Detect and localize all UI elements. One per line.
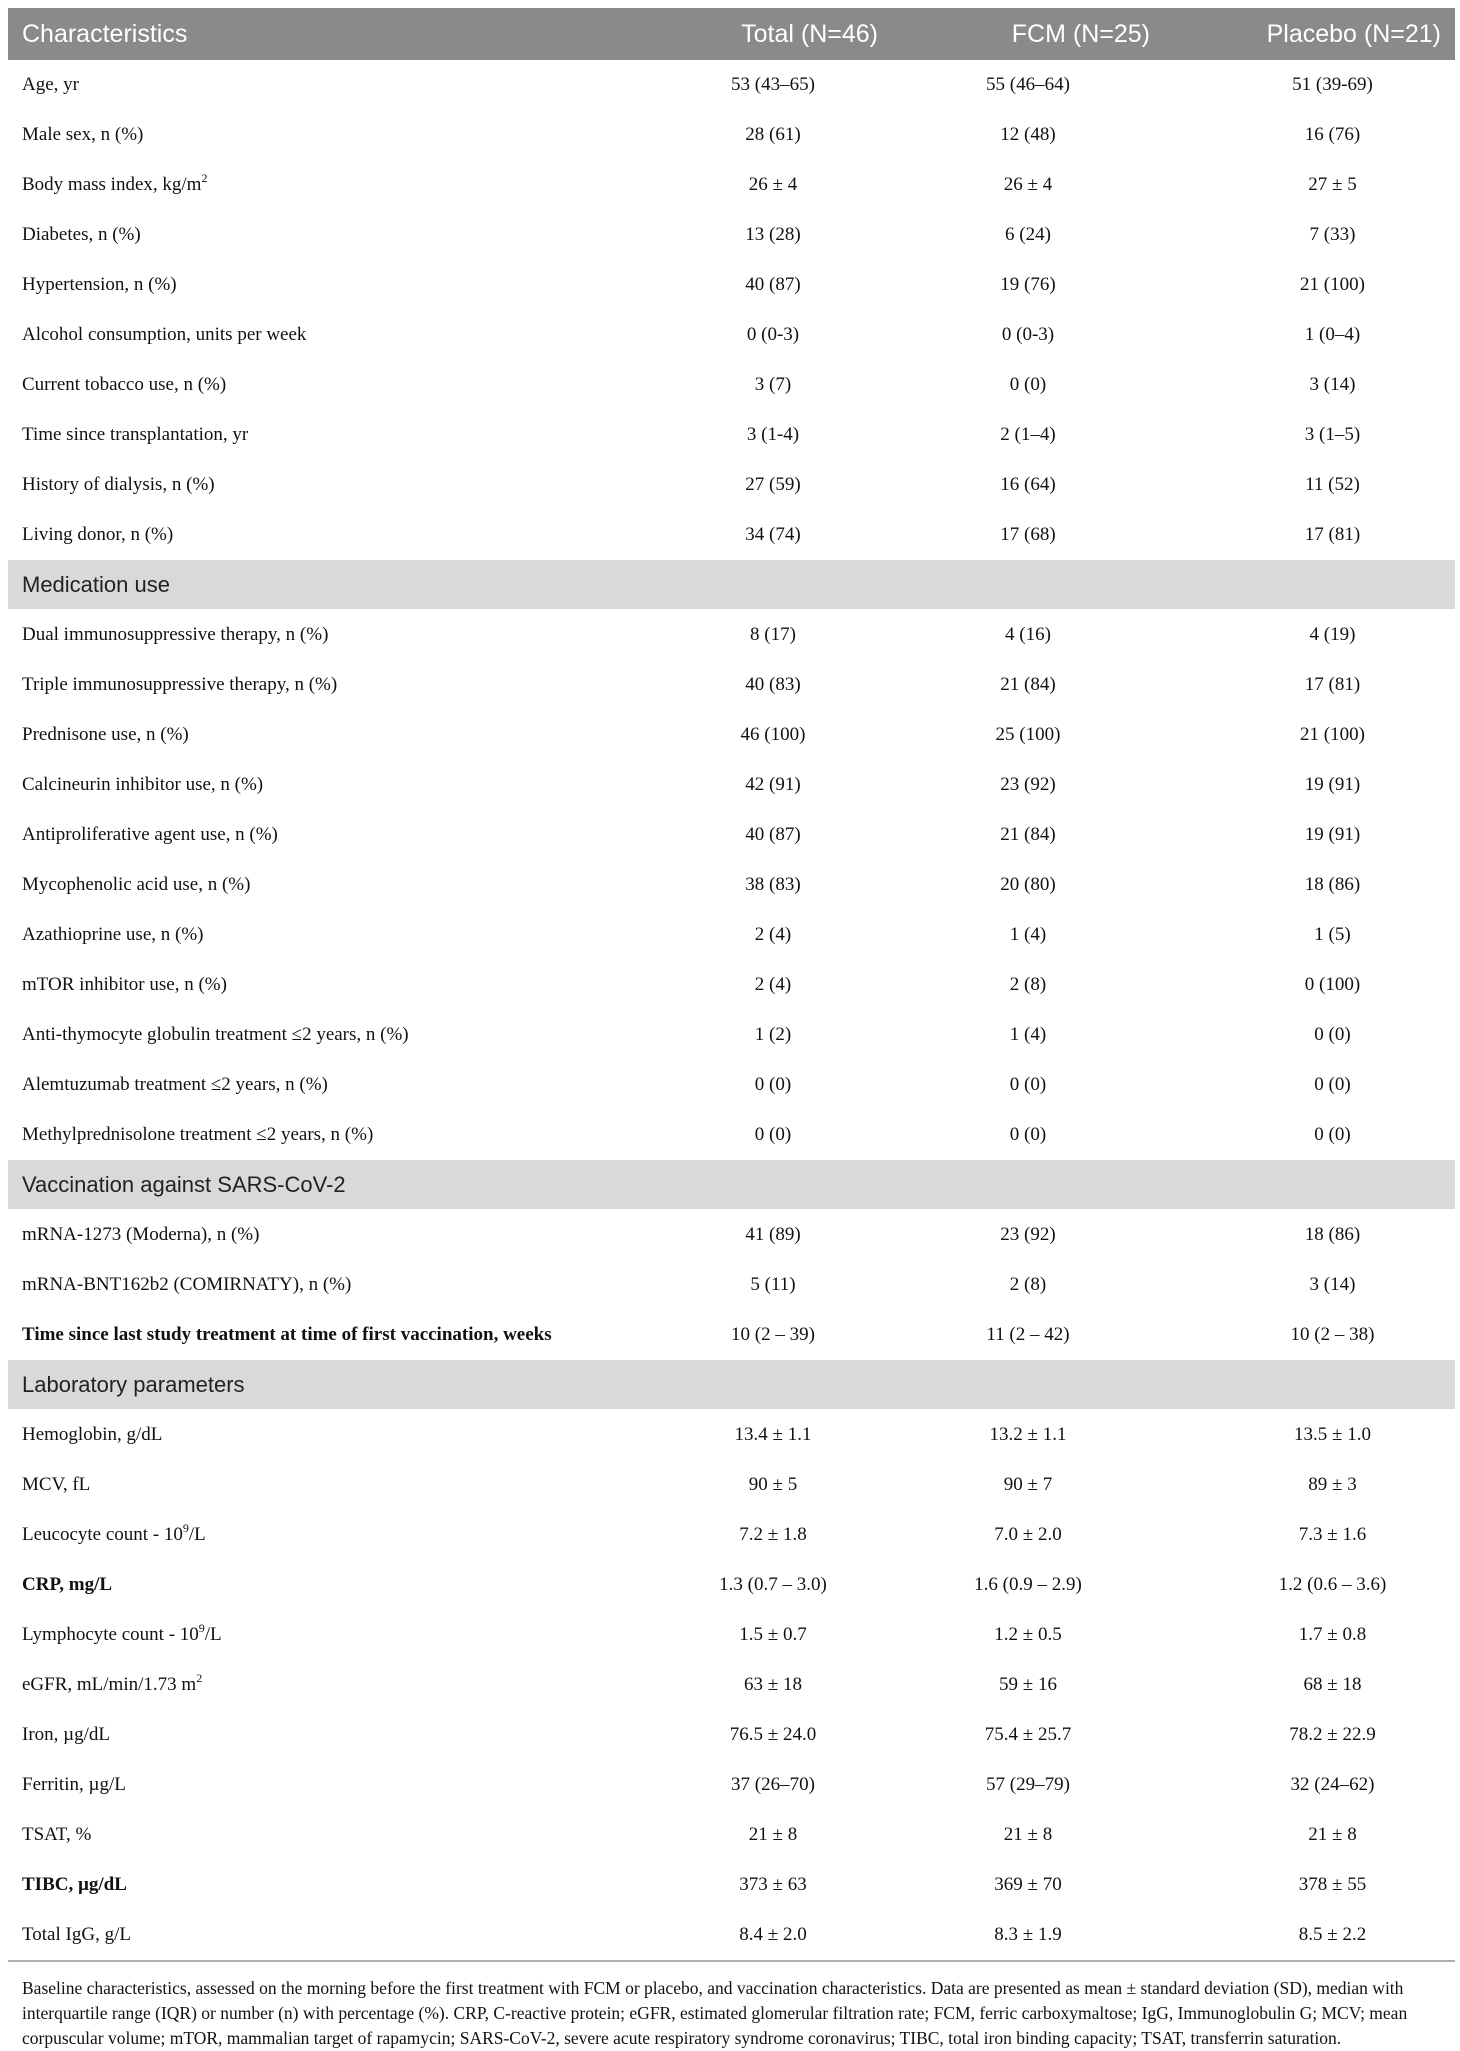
- row-label-superscript: 9: [198, 1620, 205, 1635]
- row-label: [8, 260, 648, 310]
- row-label: [8, 1060, 648, 1110]
- cell-total: 63 ± 18: [648, 1660, 892, 1710]
- row-label: [8, 310, 648, 360]
- table-row: [8, 1460, 1455, 1510]
- cell-total: 42 (91): [648, 760, 892, 810]
- row-label: [8, 460, 648, 510]
- cell-total: 26 ± 4: [648, 160, 892, 210]
- row-label: [8, 1760, 648, 1810]
- row-label: [8, 1610, 648, 1660]
- cell-placebo: 7 (33): [1164, 210, 1455, 260]
- baseline-characteristics-table: [8, 8, 1455, 1960]
- cell-placebo: 19 (91): [1164, 810, 1455, 860]
- cell-placebo: 21 ± 8: [1164, 1810, 1455, 1860]
- cell-placebo: 7.3 ± 1.6: [1164, 1510, 1455, 1560]
- cell-placebo: 4 (19): [1164, 610, 1455, 660]
- table-row: [8, 760, 1455, 810]
- cell-fcm: 2 (1–4): [892, 410, 1164, 460]
- row-label: [8, 160, 648, 210]
- cell-total: 8.4 ± 2.0: [648, 1910, 892, 1960]
- cell-fcm: 1 (4): [892, 1010, 1164, 1060]
- row-label-text: mRNA-BNT162b2 (COMIRNATY), n (%): [22, 1273, 352, 1295]
- cell-placebo: 8.5 ± 2.2: [1164, 1910, 1455, 1960]
- table-footnote: Baseline characteristics, assessed on the morning before the first treatment with FCM or placebo, and vaccination characteristics. Data are presented as mean ± standard deviation (SD), median with interquartile range (IQR) or number (n) with percentage (%). CRP, C-reactive protein; eGFR, estimated glomerular filtration rate; FCM, ferric carboxymaltose; IgG, Immunoglobulin G; MCV; mean corpuscular volume; mTOR, mammalian target of rapamycin; SARS-CoV-2, severe acute respiratory syndrome coronavirus; TIBC, total iron binding capacity; TSAT, transferrin saturation.: [22, 1978, 1408, 2048]
- header-row: [8, 8, 1455, 60]
- table-row: [8, 1110, 1455, 1160]
- cell-fcm: 23 (92): [892, 760, 1164, 810]
- cell-placebo: 13.5 ± 1.0: [1164, 1410, 1455, 1460]
- table-bottom-rule: [8, 1960, 1455, 1962]
- table-row: [8, 210, 1455, 260]
- cell-total: 53 (43–65): [648, 60, 892, 110]
- row-label-text: Living donor, n (%): [22, 523, 174, 545]
- cell-fcm: 1 (4): [892, 910, 1164, 960]
- section-title: Laboratory parameters: [8, 1360, 1455, 1410]
- row-label-text: Hemoglobin, g/dL: [22, 1423, 163, 1445]
- header-total: Total (N=46): [741, 19, 878, 48]
- section-title: Medication use: [8, 560, 1455, 610]
- table-row: [8, 260, 1455, 310]
- row-label-text: Total IgG, g/L: [22, 1923, 131, 1945]
- row-label: [8, 1910, 648, 1960]
- table-row: [8, 610, 1455, 660]
- cell-total: 0 (0): [648, 1060, 892, 1110]
- table-row: [8, 360, 1455, 410]
- row-label: [8, 410, 648, 460]
- row-label-text: MCV, fL: [22, 1473, 91, 1495]
- table-row: [8, 1760, 1455, 1810]
- table-row: [8, 1910, 1455, 1960]
- table-row: [8, 910, 1455, 960]
- cell-total: 21 ± 8: [648, 1810, 892, 1860]
- cell-total: 7.2 ± 1.8: [648, 1510, 892, 1560]
- row-label-text: Age, yr: [22, 73, 79, 95]
- cell-total: 40 (83): [648, 660, 892, 710]
- cell-fcm: 19 (76): [892, 260, 1164, 310]
- table-row: [8, 660, 1455, 710]
- cell-fcm: 21 (84): [892, 810, 1164, 860]
- cell-fcm: 0 (0-3): [892, 310, 1164, 360]
- cell-fcm: 0 (0): [892, 1060, 1164, 1110]
- row-label: [8, 1660, 648, 1710]
- table-row: [8, 60, 1455, 110]
- table-row: [8, 810, 1455, 860]
- row-label-text: Time since last study treatment at time of first vaccination, weeks: [22, 1323, 552, 1345]
- section-header-row: [8, 1360, 1455, 1410]
- table-row: [8, 1260, 1455, 1310]
- cell-total: 0 (0): [648, 1110, 892, 1160]
- cell-fcm: 26 ± 4: [892, 160, 1164, 210]
- cell-placebo: 0 (0): [1164, 1110, 1455, 1160]
- cell-total: 37 (26–70): [648, 1760, 892, 1810]
- baseline-characteristics-table-wrapper: [8, 8, 1455, 2051]
- cell-fcm: 55 (46–64): [892, 60, 1164, 110]
- cell-placebo: 1.7 ± 0.8: [1164, 1610, 1455, 1660]
- row-label: [8, 360, 648, 410]
- row-label: [8, 860, 648, 910]
- table-row: [8, 860, 1455, 910]
- table-row: [8, 1010, 1455, 1060]
- cell-placebo: 32 (24–62): [1164, 1760, 1455, 1810]
- cell-placebo: 89 ± 3: [1164, 1460, 1455, 1510]
- cell-placebo: 51 (39-69): [1164, 60, 1455, 110]
- row-label-text: Mycophenolic acid use, n (%): [22, 873, 251, 895]
- table-row: [8, 1410, 1455, 1460]
- cell-placebo: 18 (86): [1164, 860, 1455, 910]
- cell-placebo: 11 (52): [1164, 460, 1455, 510]
- row-label: [8, 710, 648, 760]
- row-label: [8, 760, 648, 810]
- cell-placebo: 21 (100): [1164, 260, 1455, 310]
- cell-placebo: 78.2 ± 22.9: [1164, 1710, 1455, 1760]
- row-label-suffix: /L: [204, 1623, 222, 1645]
- cell-fcm: 1.6 (0.9 – 2.9): [892, 1560, 1164, 1610]
- row-label: [8, 910, 648, 960]
- row-label: [8, 1860, 648, 1910]
- cell-placebo: 1 (5): [1164, 910, 1455, 960]
- cell-total: 13.4 ± 1.1: [648, 1410, 892, 1460]
- row-label-text: Current tobacco use, n (%): [22, 373, 227, 395]
- cell-fcm: 2 (8): [892, 1260, 1164, 1310]
- row-label-text: Dual immunosuppressive therapy, n (%): [22, 623, 329, 645]
- row-label-text: Anti-thymocyte globulin treatment ≤2 years, n (%): [22, 1023, 409, 1045]
- cell-total: 0 (0-3): [648, 310, 892, 360]
- row-label: [8, 810, 648, 860]
- cell-fcm: 59 ± 16: [892, 1660, 1164, 1710]
- cell-fcm: 23 (92): [892, 1210, 1164, 1260]
- table-row: [8, 1510, 1455, 1560]
- table-row: [8, 1810, 1455, 1860]
- header-placebo: Placebo (N=21): [1266, 19, 1441, 48]
- cell-fcm: 7.0 ± 2.0: [892, 1510, 1164, 1560]
- cell-placebo: 0 (100): [1164, 960, 1455, 1010]
- cell-fcm: 0 (0): [892, 1110, 1164, 1160]
- row-label: [8, 1210, 648, 1260]
- section-header-row: [8, 1160, 1455, 1210]
- row-label: [8, 1810, 648, 1860]
- cell-fcm: 17 (68): [892, 510, 1164, 560]
- cell-fcm: 21 ± 8: [892, 1810, 1164, 1860]
- table-row: [8, 1860, 1455, 1910]
- row-label: [8, 1710, 648, 1760]
- row-label-text: Lymphocyte count - 10: [22, 1623, 199, 1645]
- cell-placebo: 19 (91): [1164, 760, 1455, 810]
- cell-placebo: 68 ± 18: [1164, 1660, 1455, 1710]
- cell-fcm: 20 (80): [892, 860, 1164, 910]
- header-fcm: FCM (N=25): [1011, 19, 1150, 48]
- cell-fcm: 8.3 ± 1.9: [892, 1910, 1164, 1960]
- row-label: [8, 1560, 648, 1610]
- row-label-superscript: 9: [182, 1520, 189, 1535]
- row-label: [8, 1110, 648, 1160]
- cell-total: 46 (100): [648, 710, 892, 760]
- row-label-text: mRNA-1273 (Moderna), n (%): [22, 1223, 260, 1245]
- row-label-text: Hypertension, n (%): [22, 273, 177, 295]
- cell-fcm: 369 ± 70: [892, 1860, 1164, 1910]
- row-label: [8, 1010, 648, 1060]
- cell-fcm: 75.4 ± 25.7: [892, 1710, 1164, 1760]
- cell-fcm: 12 (48): [892, 110, 1164, 160]
- cell-total: 1.3 (0.7 – 3.0): [648, 1560, 892, 1610]
- row-label-text: eGFR, mL/min/1.73 m: [22, 1673, 197, 1695]
- table-header: [8, 8, 1455, 60]
- cell-fcm: 6 (24): [892, 210, 1164, 260]
- header-characteristics: Characteristics: [22, 19, 188, 48]
- cell-fcm: 11 (2 – 42): [892, 1310, 1164, 1360]
- table-row: [8, 410, 1455, 460]
- row-label-text: Calcineurin inhibitor use, n (%): [22, 773, 264, 795]
- cell-total: 34 (74): [648, 510, 892, 560]
- row-label-text: TIBC, µg/dL: [22, 1873, 127, 1895]
- cell-placebo: 17 (81): [1164, 510, 1455, 560]
- cell-total: 41 (89): [648, 1210, 892, 1260]
- cell-placebo: 10 (2 – 38): [1164, 1310, 1455, 1360]
- cell-total: 38 (83): [648, 860, 892, 910]
- row-label: [8, 660, 648, 710]
- row-label-text: Prednisone use, n (%): [22, 723, 189, 745]
- cell-total: 10 (2 – 39): [648, 1310, 892, 1360]
- cell-placebo: 21 (100): [1164, 710, 1455, 760]
- table-row: [8, 710, 1455, 760]
- cell-fcm: 13.2 ± 1.1: [892, 1410, 1164, 1460]
- cell-fcm: 2 (8): [892, 960, 1164, 1010]
- row-label: [8, 1460, 648, 1510]
- row-label-text: Diabetes, n (%): [22, 223, 141, 245]
- cell-total: 2 (4): [648, 960, 892, 1010]
- cell-total: 40 (87): [648, 810, 892, 860]
- section-title: Vaccination against SARS-CoV-2: [8, 1160, 1455, 1210]
- cell-total: 28 (61): [648, 110, 892, 160]
- cell-total: 40 (87): [648, 260, 892, 310]
- cell-placebo: 18 (86): [1164, 1210, 1455, 1260]
- row-label-superscript: 2: [201, 170, 208, 185]
- cell-fcm: 1.2 ± 0.5: [892, 1610, 1164, 1660]
- cell-placebo: 27 ± 5: [1164, 160, 1455, 210]
- row-label: [8, 1410, 648, 1460]
- row-label: [8, 1510, 648, 1560]
- table-row: [8, 460, 1455, 510]
- cell-total: 8 (17): [648, 610, 892, 660]
- cell-placebo: 1 (0–4): [1164, 310, 1455, 360]
- cell-placebo: 3 (14): [1164, 360, 1455, 410]
- cell-placebo: 3 (14): [1164, 1260, 1455, 1310]
- row-label-text: Alemtuzumab treatment ≤2 years, n (%): [22, 1073, 328, 1095]
- cell-fcm: 90 ± 7: [892, 1460, 1164, 1510]
- row-label: [8, 1260, 648, 1310]
- table-row: [8, 1060, 1455, 1110]
- table-body: [8, 60, 1455, 1960]
- cell-total: 3 (1-4): [648, 410, 892, 460]
- cell-total: 27 (59): [648, 460, 892, 510]
- row-label-text: History of dialysis, n (%): [22, 473, 215, 495]
- table-row: [8, 1560, 1455, 1610]
- table-row: [8, 510, 1455, 560]
- table-row: [8, 1610, 1455, 1660]
- cell-total: 1 (2): [648, 1010, 892, 1060]
- row-label-text: Male sex, n (%): [22, 123, 144, 145]
- cell-total: 3 (7): [648, 360, 892, 410]
- row-label: [8, 610, 648, 660]
- cell-fcm: 25 (100): [892, 710, 1164, 760]
- cell-fcm: 0 (0): [892, 360, 1164, 410]
- row-label-text: Azathioprine use, n (%): [22, 923, 204, 945]
- cell-placebo: 16 (76): [1164, 110, 1455, 160]
- row-label-text: TSAT, %: [22, 1823, 92, 1845]
- row-label: [8, 960, 648, 1010]
- table-row: [8, 110, 1455, 160]
- row-label-text: Methylprednisolone treatment ≤2 years, n (%): [22, 1123, 374, 1145]
- row-label-text: CRP, mg/L: [22, 1573, 113, 1595]
- table-row: [8, 1310, 1455, 1360]
- row-label-superscript: 2: [196, 1670, 203, 1685]
- row-label-text: Triple immunosuppressive therapy, n (%): [22, 673, 338, 695]
- cell-total: 76.5 ± 24.0: [648, 1710, 892, 1760]
- row-label-text: Ferritin, µg/L: [22, 1773, 126, 1795]
- table-row: [8, 1660, 1455, 1710]
- cell-fcm: 16 (64): [892, 460, 1164, 510]
- table-row: [8, 160, 1455, 210]
- row-label: [8, 210, 648, 260]
- cell-placebo: 3 (1–5): [1164, 410, 1455, 460]
- row-label-text: Alcohol consumption, units per week: [22, 323, 307, 345]
- cell-fcm: 57 (29–79): [892, 1760, 1164, 1810]
- row-label-suffix: /L: [188, 1523, 206, 1545]
- cell-placebo: 1.2 (0.6 – 3.6): [1164, 1560, 1455, 1610]
- cell-fcm: 4 (16): [892, 610, 1164, 660]
- row-label: [8, 510, 648, 560]
- table-row: [8, 310, 1455, 360]
- row-label: [8, 110, 648, 160]
- table-row: [8, 1210, 1455, 1260]
- row-label: [8, 1310, 648, 1360]
- section-header-row: [8, 560, 1455, 610]
- cell-fcm: 21 (84): [892, 660, 1164, 710]
- row-label-text: Iron, µg/dL: [22, 1723, 110, 1745]
- cell-placebo: 0 (0): [1164, 1060, 1455, 1110]
- row-label-text: Leucocyte count - 10: [22, 1523, 183, 1545]
- cell-total: 373 ± 63: [648, 1860, 892, 1910]
- row-label-text: mTOR inhibitor use, n (%): [22, 973, 227, 995]
- cell-total: 5 (11): [648, 1260, 892, 1310]
- cell-placebo: 378 ± 55: [1164, 1860, 1455, 1910]
- cell-total: 2 (4): [648, 910, 892, 960]
- row-label-text: Time since transplantation, yr: [22, 423, 249, 445]
- cell-placebo: 0 (0): [1164, 1010, 1455, 1060]
- row-label: [8, 60, 648, 110]
- cell-total: 13 (28): [648, 210, 892, 260]
- cell-placebo: 17 (81): [1164, 660, 1455, 710]
- row-label-text: Antiproliferative agent use, n (%): [22, 823, 278, 845]
- table-row: [8, 960, 1455, 1010]
- cell-total: 1.5 ± 0.7: [648, 1610, 892, 1660]
- cell-total: 90 ± 5: [648, 1460, 892, 1510]
- row-label-text: Body mass index, kg/m: [22, 173, 202, 195]
- table-row: [8, 1710, 1455, 1760]
